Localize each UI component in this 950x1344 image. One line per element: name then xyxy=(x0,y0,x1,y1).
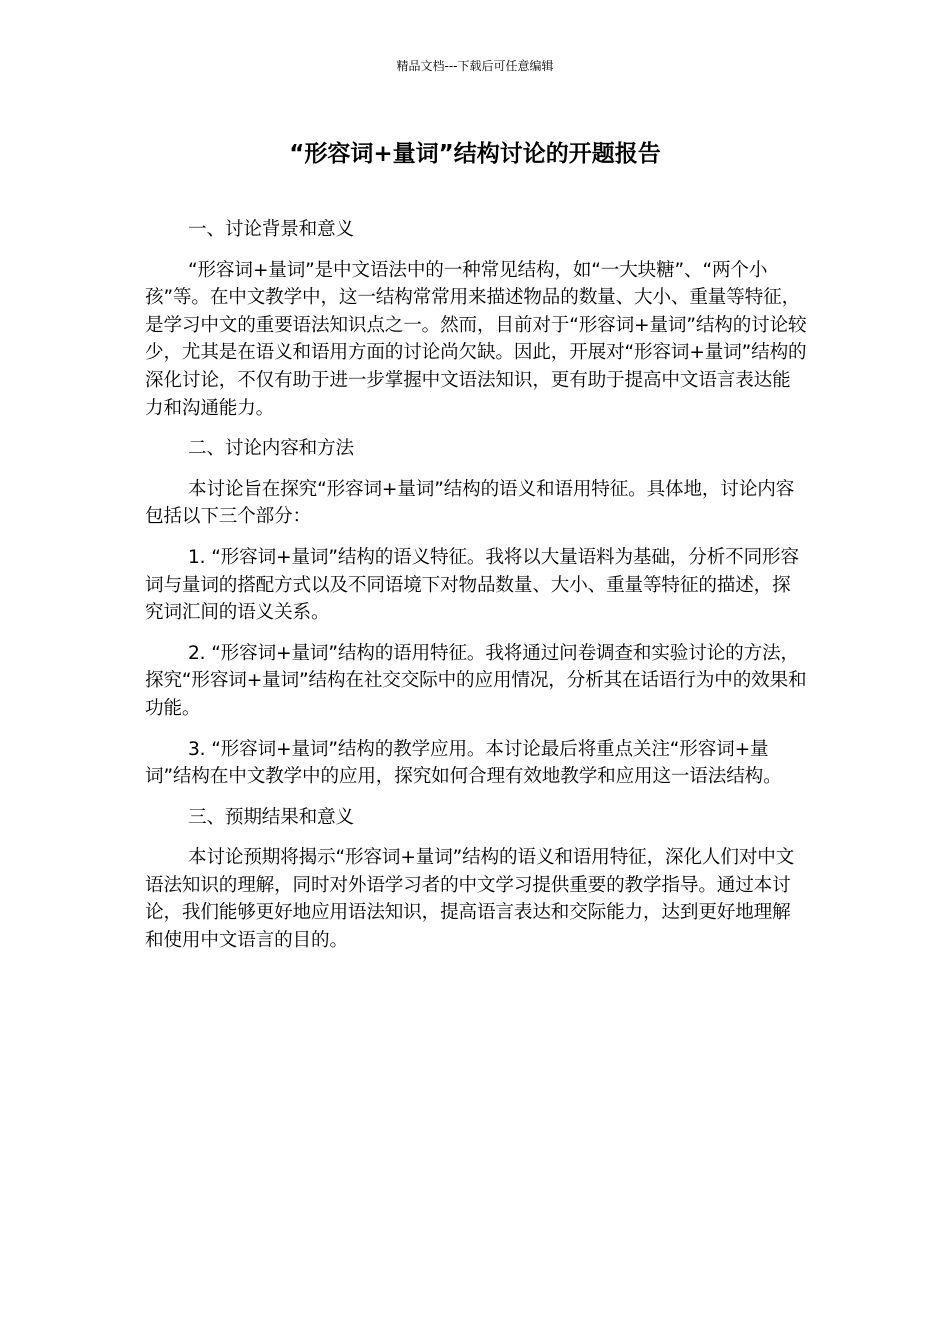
paragraph-content-intro: 本讨论旨在探究“形容词+量词”结构的语义和语用特征。具体地，讨论内容包括以下三个部分： xyxy=(145,478,795,528)
section-heading-expected-results: 三、预期结果和意义 xyxy=(188,806,354,828)
section-heading-background: 一、讨论背景和意义 xyxy=(188,219,354,240)
paragraph-item-3-teaching: 3. “形容词+量词”结构的教学应用。本讨论最后将重点关注“形容词+量词”结构在中文教学中的应用，探究如何合理有效地教学和应用这一语法结构。 xyxy=(145,738,782,788)
paragraph-item-2-pragmatics: 2. “形容词+量词”结构的语用特征。我将通过问卷调查和实验讨论的方法，探究“形容词+量词”结构在社交交际中的应用情况，分析其在话语行为中的效果和功能。 xyxy=(145,642,807,719)
document-body xyxy=(145,216,807,955)
paragraph-item-1-semantics: 1. “形容词+量词”结构的语义特征。我将以大量语料为基础，分析不同形容词与量词的搭配方式以及不同语境下对物品数量、大小、重量等特征的描述，探究词汇间的语义关系。 xyxy=(145,546,799,624)
paragraph-background: “形容词+量词”是中文语法中的一种常见结构，如“一大块糖”、“两个小孩”等。在中文教学中，这一结构常常用来描述物品的数量、大小、重量等特征，是学习中文的重要语法知识点之一。然而，目前对于“形容词+量词”结构的讨论较少，尤其是在语义和语用方面的讨论尚欠缺。因此，开展对“形容词+量词”结构的深化讨论，不仅有助于进一步掌握中文语法知识，更有助于提高中文语言表达能力和沟通能力。 xyxy=(145,259,807,419)
paragraph-expected-results: 本讨论预期将揭示“形容词+量词”结构的语义和语用特征，深化人们对中文语法知识的理解，同时对外语学习者的中文学习提供重要的教学指导。通过本讨论，我们能够更好地应用语法知识，提高语言表达和交际能力，达到更好地理解和使用中文语言的目的。 xyxy=(145,847,795,952)
section-heading-content-method: 二、讨论内容和方法 xyxy=(188,438,354,460)
document-title: “形容词+量词”结构讨论的开题报告 xyxy=(289,141,661,167)
page-header-note: 精品文档---下载后可任意编辑 xyxy=(396,59,554,73)
